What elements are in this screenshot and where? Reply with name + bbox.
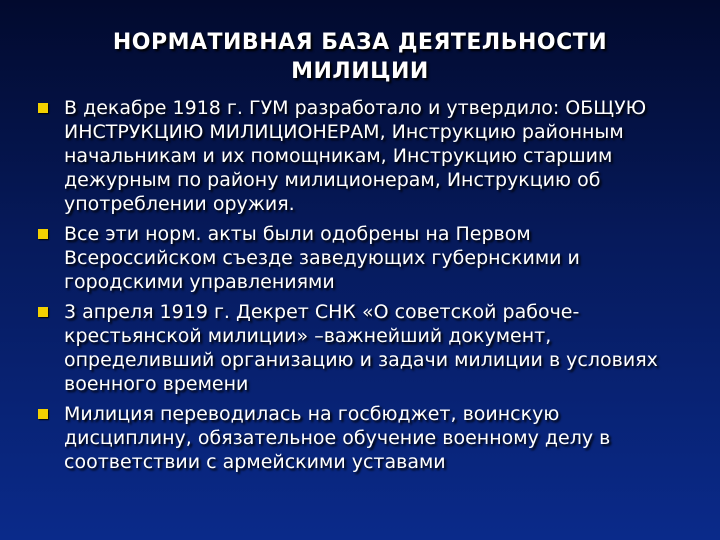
bullet-text: В декабре 1918 г. ГУМ разработало и утвердило: ОБЩУЮ ИНСТРУКЦИЮ МИЛИЦИОНЕРАМ, Инструкцию районным начальникам и их помощникам, Инструкцию старшим дежурным по району милиционерам, Инструкцию об употреблении оружия. — [64, 97, 647, 215]
square-bullet-icon — [38, 229, 48, 239]
bullet-text: 3 апреля 1919 г. Декрет СНК «О советской рабоче-крестьянской милиции» –важнейший документ, определивший организацию и задачи милиции в условиях военного времени — [64, 301, 658, 395]
bullet-item — [36, 222, 686, 294]
square-bullet-icon — [38, 307, 48, 317]
slide-title: НОРМАТИВНАЯ БАЗА ДЕЯТЕЛЬНОСТИ МИЛИЦИИ — [112, 30, 608, 84]
bullet-item — [36, 96, 686, 216]
bullet-list — [36, 96, 686, 480]
bullet-item — [36, 402, 686, 474]
square-bullet-icon — [38, 103, 48, 113]
bullet-text: Все эти норм. акты были одобрены на Первом Всероссийском съезде заведующих губернскими и городскими управлениями — [64, 223, 580, 293]
bullet-text: Милиция переводилась на госбюджет, воинскую дисциплину, обязательное обучение военному делу в соответствии с армейскими уставами — [64, 403, 611, 473]
square-bullet-icon — [38, 409, 48, 419]
bullet-item — [36, 300, 686, 396]
